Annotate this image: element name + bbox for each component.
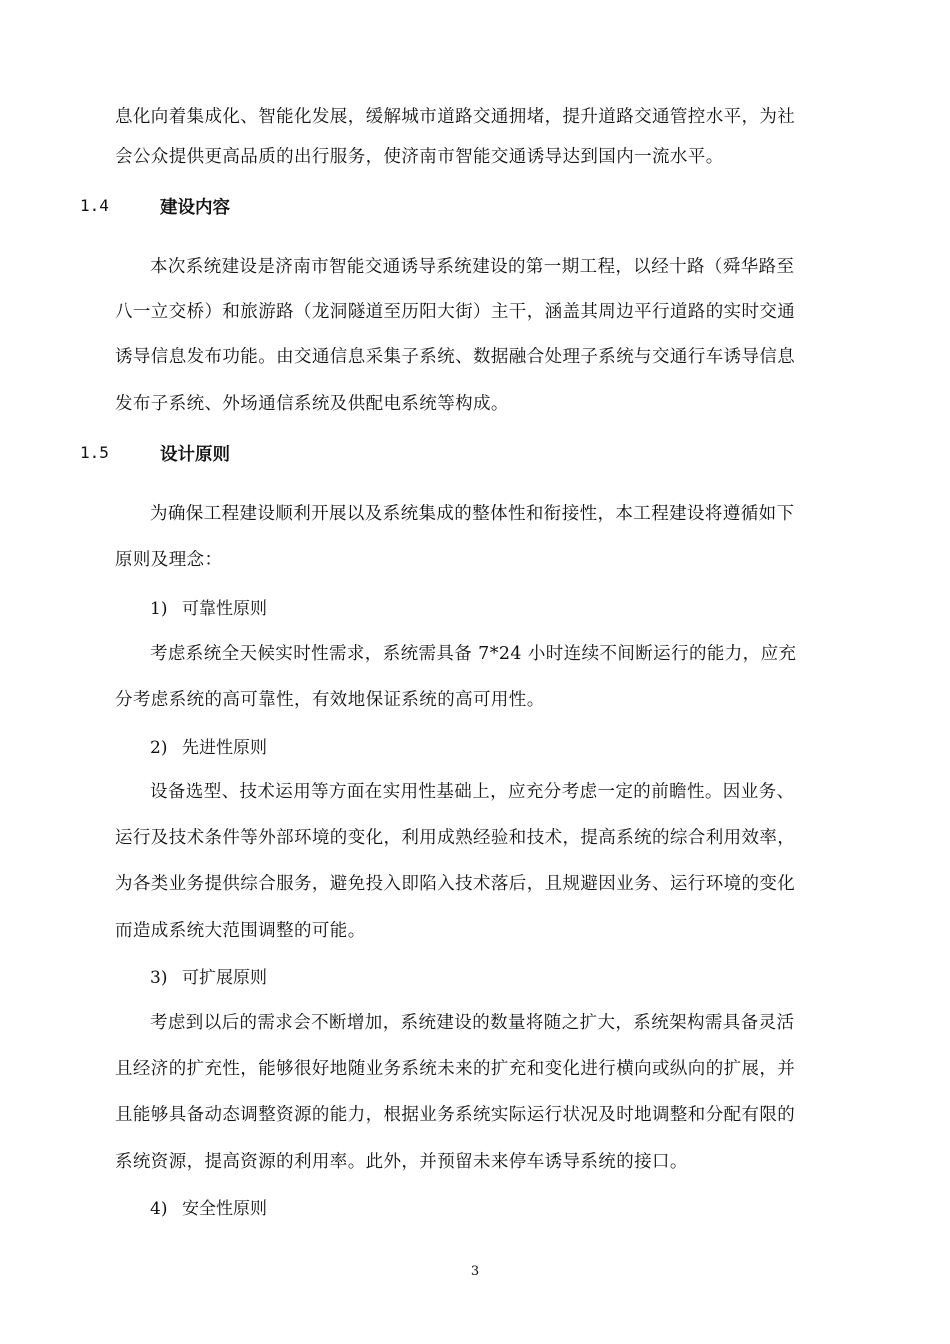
paragraph-line: 且经济的扩充性，能够很好地随业务系统未来的扩充和变化进行横向或纵向的扩展，并	[115, 1059, 796, 1079]
paragraph-line: 发布子系统、外场通信系统及供配电系统等构成。	[115, 394, 509, 414]
section-title: 建设内容	[160, 198, 230, 218]
principle-item	[150, 1194, 267, 1219]
paragraph-line: 设备选型、技术运用等方面在实用性基础上，应充分考虑一定的前瞻性。因业务、	[150, 782, 795, 802]
principle-number: 3)	[150, 968, 168, 988]
paragraph-line: 考虑系统全天候实时性需求，系统需具备 7*24 小时连续不间断运行的能力，应充	[150, 644, 797, 664]
principle-number: 1)	[150, 599, 168, 619]
paragraph-line: 而造成系统大范围调整的可能。	[115, 921, 366, 941]
paragraph-line: 会公众提供更高品质的出行服务，使济南市智能交通诱导达到国内一流水平。	[115, 147, 724, 167]
paragraph-line: 考虑到以后的需求会不断增加，系统建设的数量将随之扩大，系统架构需具备灵活	[150, 1013, 795, 1033]
paragraph-line: 且能够具备动态调整资源的能力，根据业务系统实际运行状况及时地调整和分配有限的	[115, 1105, 796, 1125]
principle-label: 可靠性原则	[182, 599, 267, 619]
principle-item	[150, 963, 267, 988]
principle-item	[150, 733, 267, 758]
principle-number: 2)	[150, 738, 168, 758]
paragraph-line: 分考虑系统的高可靠性，有效地保证系统的高可用性。	[115, 690, 545, 710]
paragraph-line: 原则及理念：	[115, 550, 223, 570]
principle-label: 安全性原则	[182, 1199, 267, 1219]
page-number: 3	[470, 1264, 480, 1279]
paragraph-line: 本次系统建设是济南市智能交通诱导系统建设的第一期工程，以经十路（舜华路至	[150, 257, 795, 277]
section-number: 1.5	[80, 443, 109, 462]
paragraph-line: 系统资源，提高资源的利用率。此外，并预留未来停车诱导系统的接口。	[115, 1152, 688, 1172]
paragraph-line: 八一立交桥）和旅游路（龙洞隧道至历阳大街）主干，涵盖其周边平行道路的实时交通	[115, 302, 796, 322]
principle-label: 可扩展原则	[182, 968, 267, 988]
principle-item	[150, 594, 267, 619]
paragraph-line: 诱导信息发布功能。由交通信息采集子系统、数据融合处理子系统与交通行车诱导信息	[115, 347, 796, 367]
paragraph-line: 运行及技术条件等外部环境的变化，利用成熟经验和技术，提高系统的综合利用效率，	[115, 828, 796, 848]
section-title: 设计原则	[160, 445, 230, 465]
principle-label: 先进性原则	[182, 738, 267, 758]
principle-number: 4)	[150, 1199, 168, 1219]
paragraph-line: 为确保工程建设顺利开展以及系统集成的整体性和衔接性，本工程建设将遵循如下	[150, 504, 795, 524]
paragraph-line: 为各类业务提供综合服务，避免投入即陷入技术落后，且规避因业务、运行环境的变化	[115, 874, 796, 894]
section-number: 1.4	[80, 196, 109, 215]
paragraph-line: 息化向着集成化、智能化发展，缓解城市道路交通拥堵，提升道路交通管控水平，为社	[115, 107, 796, 127]
